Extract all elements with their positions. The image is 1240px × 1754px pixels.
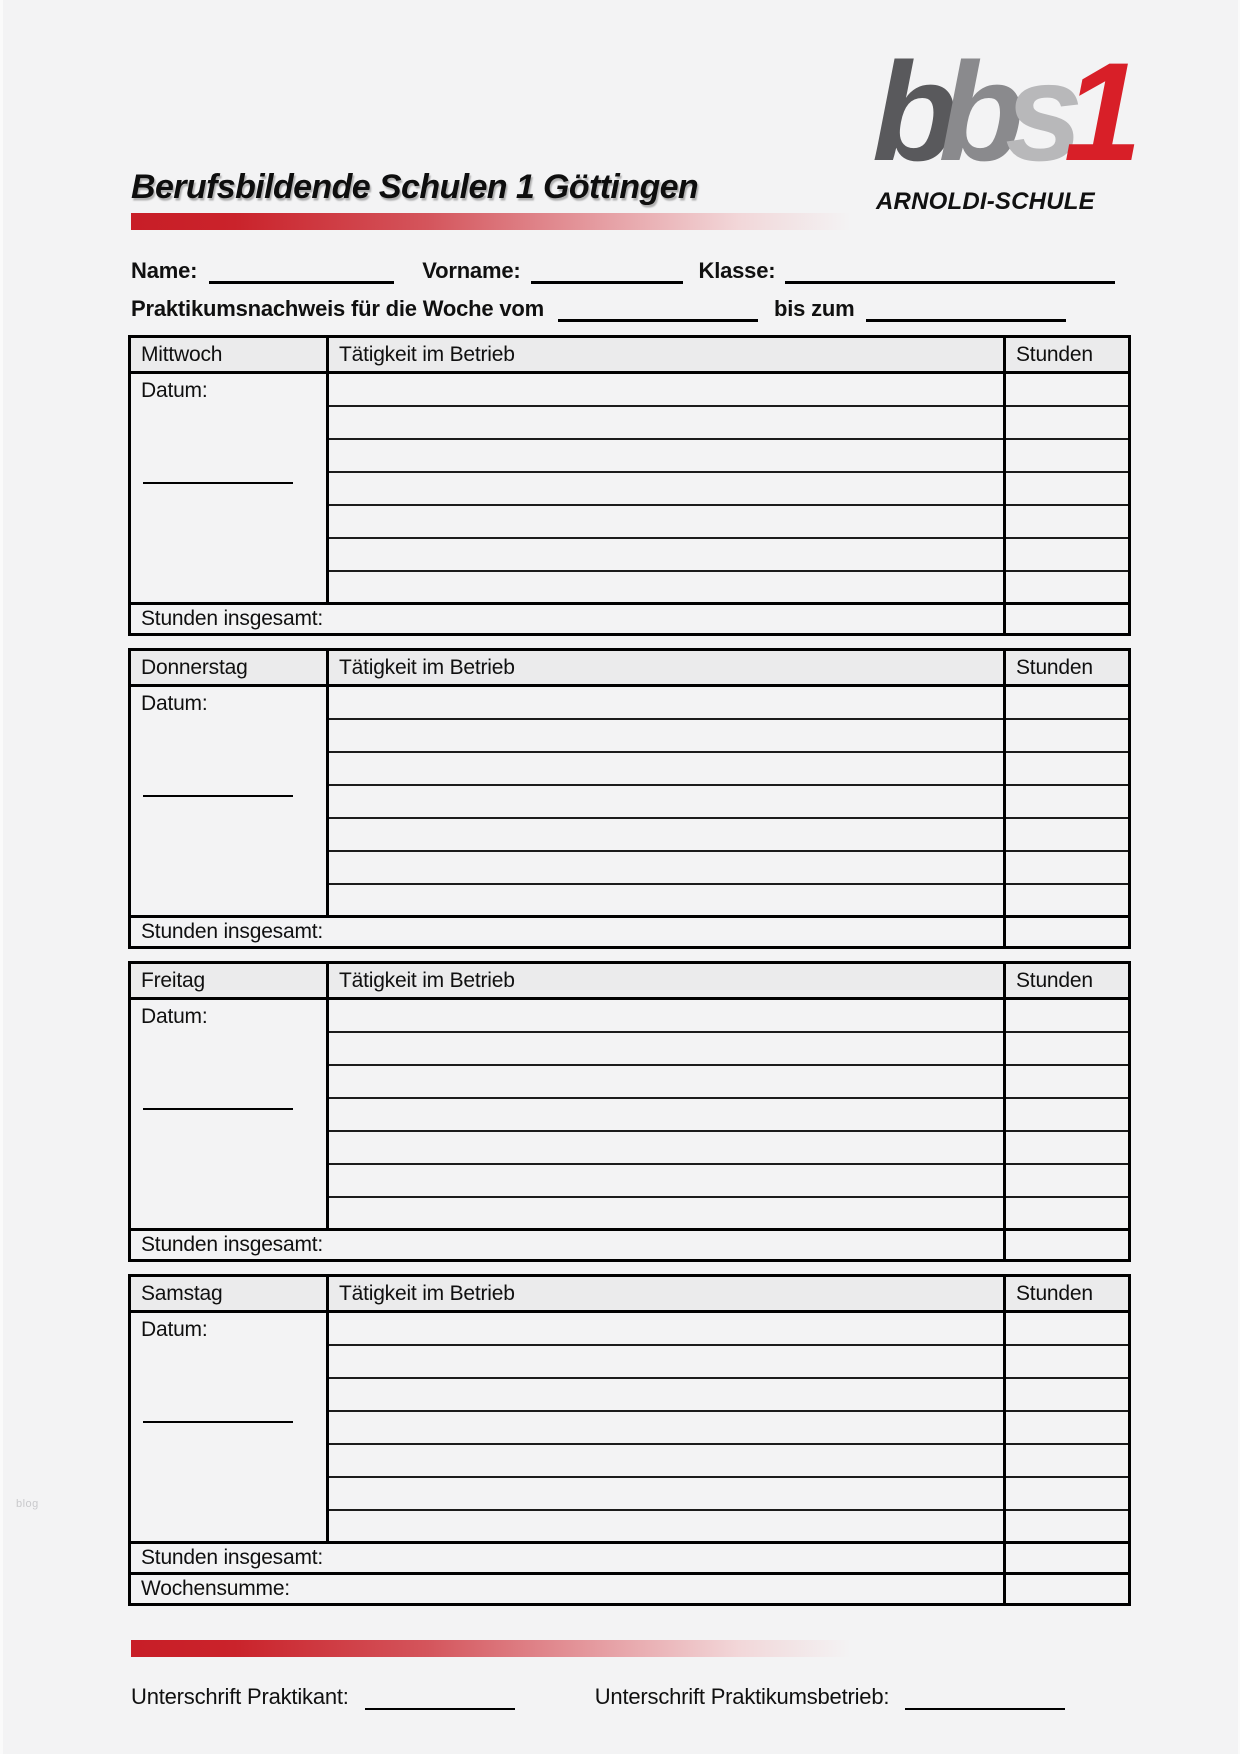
day-total-row (130, 604, 1130, 635)
day-total-row (130, 917, 1130, 948)
signature-row (131, 1684, 1065, 1710)
activity-row (130, 373, 1130, 406)
activity-header: Tätigkeit im Betrieb (328, 963, 1005, 999)
hours-field (1005, 752, 1130, 785)
day-header-row (130, 963, 1130, 999)
datum-cell (130, 686, 328, 917)
activity-field (328, 785, 1005, 818)
datum-cell (130, 373, 328, 604)
hours-field (1005, 505, 1130, 538)
week-total-label: Wochensumme: (130, 1574, 1005, 1605)
hours-header: Stunden (1005, 1276, 1130, 1312)
hours-header: Stunden (1005, 337, 1130, 373)
logo-subtitle: ARNOLDI-SCHULE (876, 188, 1095, 215)
hours-field (1005, 538, 1130, 571)
logo-letter-1: b (872, 33, 939, 190)
activity-field (328, 1032, 1005, 1065)
datum-label: Datum: (141, 1318, 208, 1341)
bbs1-logo-letters (872, 33, 1132, 190)
klasse-label: Klasse: (698, 258, 776, 283)
hours-field (1005, 571, 1130, 604)
activity-field (328, 719, 1005, 752)
day-total-hours (1005, 1543, 1130, 1574)
activity-field (328, 851, 1005, 884)
week-prefix-label: Praktikumsnachweis für die Woche vom (131, 296, 544, 321)
activity-field (328, 1345, 1005, 1378)
activity-field (328, 1477, 1005, 1510)
activity-field (328, 571, 1005, 604)
hours-field (1005, 686, 1130, 719)
datum-line (143, 1108, 293, 1110)
activity-field (328, 439, 1005, 472)
bbs1-logo (872, 33, 1132, 215)
day-total-hours (1005, 1230, 1130, 1261)
activity-field (328, 686, 1005, 719)
day-header-row (130, 650, 1130, 686)
day-name-header: Mittwoch (130, 337, 328, 373)
week-total-row (130, 1574, 1130, 1605)
activity-field (328, 752, 1005, 785)
activity-field (328, 1444, 1005, 1477)
activity-field (328, 1510, 1005, 1543)
activity-header: Tätigkeit im Betrieb (328, 1276, 1005, 1312)
activity-field (328, 1411, 1005, 1444)
day-name-header: Donnerstag (130, 650, 328, 686)
hours-field (1005, 406, 1130, 439)
day-total-label: Stunden insgesamt: (130, 917, 1005, 948)
day-total-row (130, 1230, 1130, 1261)
hours-field (1005, 851, 1130, 884)
activity-field (328, 884, 1005, 917)
day-total-hours (1005, 604, 1130, 635)
hours-field (1005, 818, 1130, 851)
hours-field (1005, 1444, 1130, 1477)
hours-field (1005, 1164, 1130, 1197)
activity-field (328, 818, 1005, 851)
day-name-header: Freitag (130, 963, 328, 999)
activity-field (328, 1312, 1005, 1345)
hours-field (1005, 1345, 1130, 1378)
signature-betrieb-label: Unterschrift Praktikumsbetrieb: (594, 1684, 890, 1709)
hours-field (1005, 439, 1130, 472)
activity-field (328, 1131, 1005, 1164)
week-row (131, 296, 1066, 322)
accent-bar-top (131, 213, 873, 230)
datum-line (143, 482, 293, 484)
activity-field (328, 1197, 1005, 1230)
hours-field (1005, 1131, 1130, 1164)
hours-field (1005, 1312, 1130, 1345)
datum-label: Datum: (141, 692, 208, 715)
activity-row (130, 999, 1130, 1032)
hours-field (1005, 1510, 1130, 1543)
hours-field (1005, 1197, 1130, 1230)
week-to-line (866, 298, 1066, 322)
day-total-row (130, 1543, 1130, 1574)
datum-label: Datum: (141, 1005, 208, 1028)
day-total-label: Stunden insgesamt: (130, 1543, 1005, 1574)
hours-field (1005, 884, 1130, 917)
hours-field (1005, 472, 1130, 505)
logo-letter-3: s (1005, 33, 1064, 190)
activity-field (328, 538, 1005, 571)
datum-line (143, 795, 293, 797)
hours-field (1005, 1378, 1130, 1411)
activity-field (328, 1098, 1005, 1131)
logo-letter-2: b (938, 33, 1006, 190)
day-table-freitag (128, 961, 1131, 1262)
datum-cell (130, 999, 328, 1230)
hours-field (1005, 373, 1130, 406)
hours-header: Stunden (1005, 963, 1130, 999)
hours-header: Stunden (1005, 650, 1130, 686)
activity-field (328, 373, 1005, 406)
school-title: Berufsbildende Schulen 1 Göttingen (131, 168, 699, 206)
activity-field (328, 505, 1005, 538)
hours-field (1005, 1032, 1130, 1065)
hours-field (1005, 1477, 1130, 1510)
activity-row (130, 686, 1130, 719)
hours-field (1005, 999, 1130, 1032)
day-table-mittwoch (128, 335, 1131, 636)
day-table-samstag (128, 1274, 1131, 1606)
activity-header: Tätigkeit im Betrieb (328, 337, 1005, 373)
name-label: Name: (131, 258, 198, 283)
activity-field (328, 999, 1005, 1032)
day-table-donnerstag (128, 648, 1131, 949)
activity-field (328, 1164, 1005, 1197)
activity-row (130, 1312, 1130, 1345)
vorname-line (531, 260, 683, 284)
datum-label: Datum: (141, 379, 208, 402)
watermark: blog (16, 1498, 39, 1510)
hours-field (1005, 719, 1130, 752)
hours-field (1005, 1065, 1130, 1098)
day-total-hours (1005, 917, 1130, 948)
week-middle-label: bis zum (773, 296, 855, 321)
klasse-line (785, 260, 1115, 284)
hours-field (1005, 1411, 1130, 1444)
week-from-line (558, 298, 758, 322)
hours-field (1005, 785, 1130, 818)
activity-field (328, 472, 1005, 505)
accent-bar-bottom (131, 1640, 873, 1657)
day-total-label: Stunden insgesamt: (130, 1230, 1005, 1261)
hours-field (1005, 1098, 1130, 1131)
name-row (131, 258, 1115, 284)
activity-field (328, 1065, 1005, 1098)
activity-header: Tätigkeit im Betrieb (328, 650, 1005, 686)
week-total-hours (1005, 1574, 1130, 1605)
day-total-label: Stunden insgesamt: (130, 604, 1005, 635)
day-header-row (130, 1276, 1130, 1312)
datum-line (143, 1421, 293, 1423)
signature-praktikant-line (365, 1688, 515, 1710)
day-name-header: Samstag (130, 1276, 328, 1312)
day-header-row (130, 337, 1130, 373)
signature-praktikant-label: Unterschrift Praktikant: (131, 1684, 349, 1709)
signature-betrieb-line (905, 1688, 1065, 1710)
logo-letter-4: 1 (1063, 33, 1123, 190)
activity-field (328, 1378, 1005, 1411)
datum-cell (130, 1312, 328, 1543)
name-line (209, 260, 394, 284)
vorname-label: Vorname: (422, 258, 521, 283)
activity-field (328, 406, 1005, 439)
